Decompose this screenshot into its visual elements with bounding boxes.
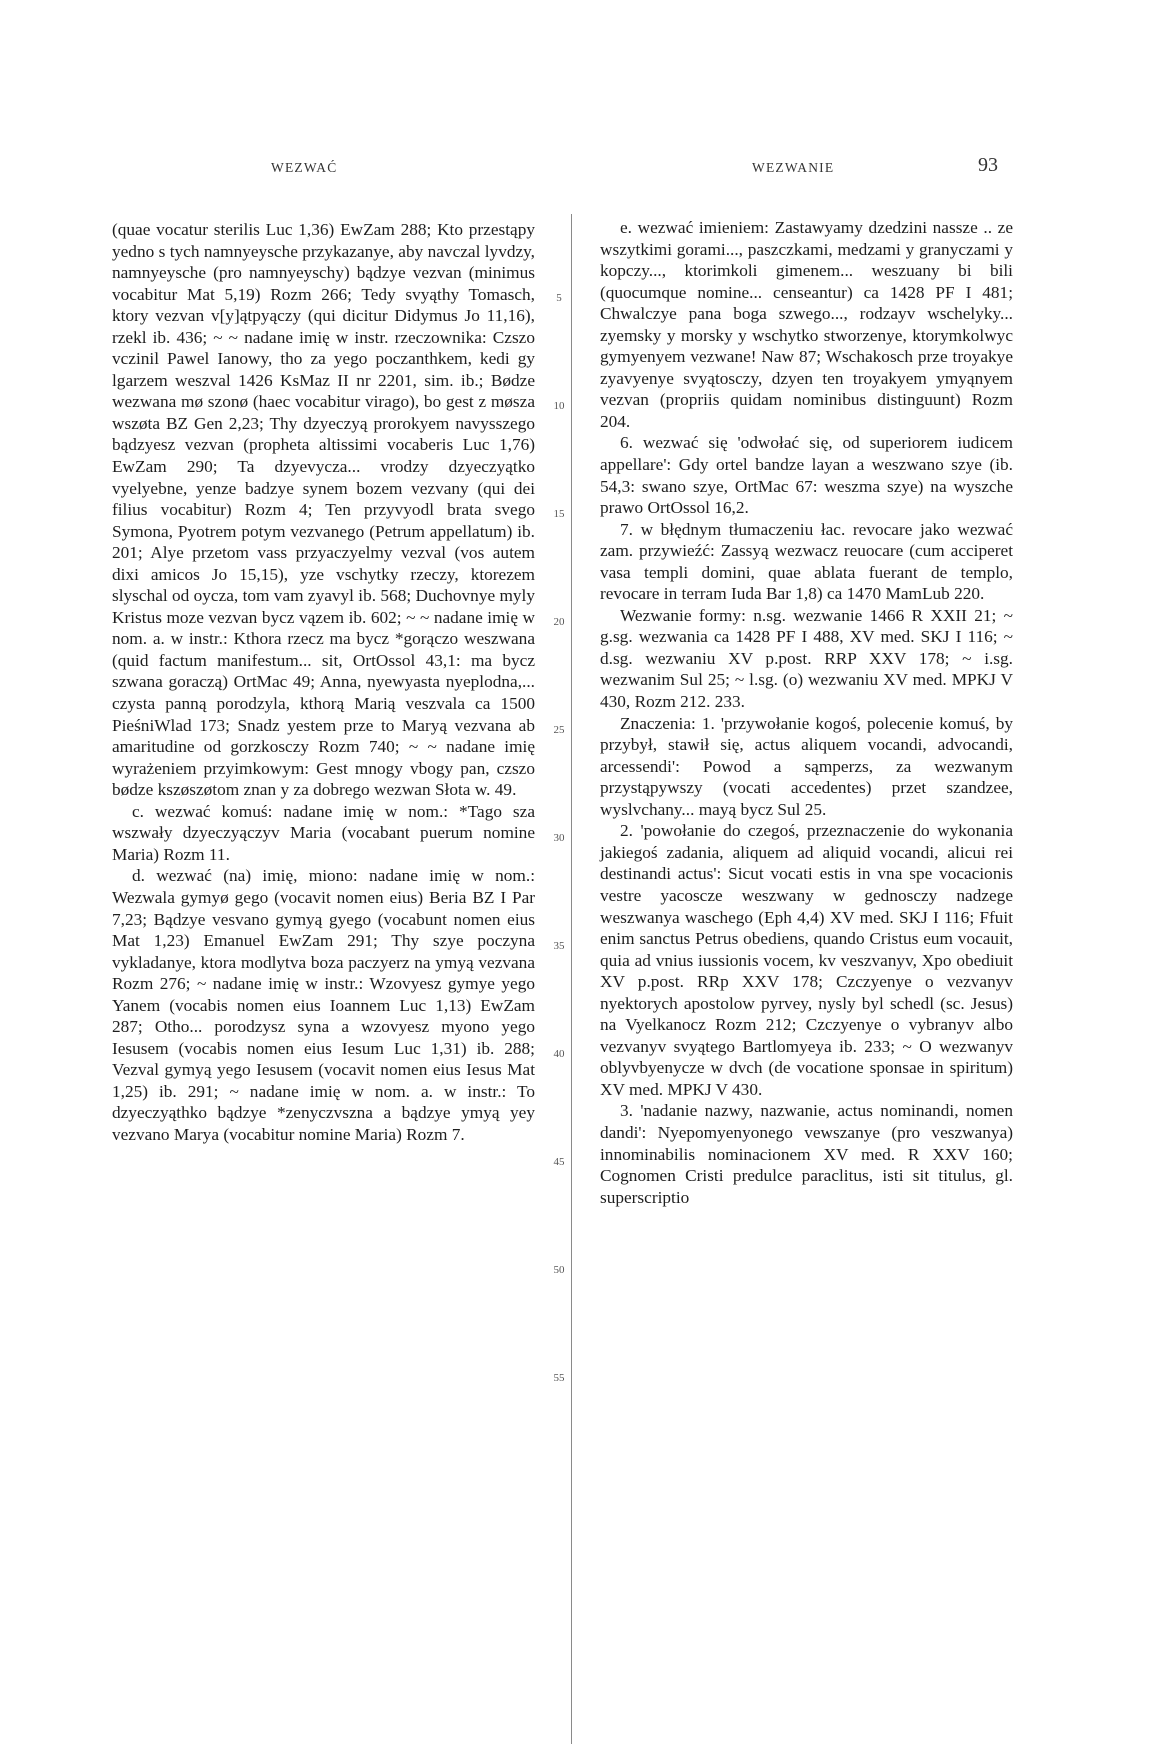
column-divider bbox=[571, 214, 572, 1744]
line-number: 10 bbox=[553, 400, 565, 412]
right-paragraph-7: 3. 'nadanie nazwy, nazwanie, actus nominandi, nomen dandi': Nyepomyenyonego vewszanye (pro veszwanya) innominabilis nominacionem XV med. R XXV 160; Cognomen Cristi predulce paraclitus, isti sit titulus, gl. superscriptio bbox=[600, 1101, 1013, 1207]
line-number: 5 bbox=[556, 292, 562, 304]
line-number: 20 bbox=[553, 616, 565, 628]
left-paragraph-3: d. wezwać (na) imię, miono: nadane imię w nom.: Wezwala gymyø gego (vocavit nomen eius) Beria BZ I Par 7,23; Bądzye vesvano gymyą gyego (vocabunt nomen eius Mat 1,23) Emanuel EwZam 291; Thy szye poczyna vykladanye, ktora modlytva boza paczyerz na ymyą vezvana Rozm 276; ~ nadane imię w instr.: Wzovyesz gymye yego Yanem (vocabis nomen eius Ioannem Luc 1,13) EwZam 287; Otho... porodzysz syna a wzovyesz myono yego Iesusem (vocabis nomen eius Iesum Luc 1,31) ib. 288; Vezval gymyą yego Iesusem (vocavit nomen eius Iesus Mat 1,25) ib. 291; ~ nadane imię w nom. a. w instr.: To dzyeczyąthko bądzye *zenyczvszna a bądzye ymyą yey vezvano Marya (vocabitur nomine Maria) Rozm 7. bbox=[112, 866, 535, 1144]
right-paragraph-2: 6. wezwać się 'odwołać się, od superiorem iudicem appellare': Gdy ortel bandze layan a weszwano szye (ib. 54,3: swano szye, OrtMac 67: weszma szye) na wyszche prawo OrtOssol 16,2. bbox=[600, 433, 1013, 518]
right-paragraph-1: e. wezwać imieniem: Zastawyamy dzedzini nassze .. ze wszytkimi gorami..., paszczkami, medzami y granyczami y kopczy..., ktorimkoli gimenem... weszuany bi bili (quocumque nomine... censeantur) ca 1428 PF I 481; Chwalczye pana boga szwego..., rodzayv wschelyky... zyemsky y morsky y wschytko stworzenye, ktorymkolwyc gymyenyem vezwane! Naw 87; Wschakosch prze troyakye zyavyenye svyątosczy, dzyen ten troyakyem ymyąnyem vezvan (propriis quidam nominibus distinguunt) Rozm 204. bbox=[600, 218, 1013, 431]
right-paragraph-4: Wezwanie formy: n.sg. wezwanie 1466 R XXII 21; ~ g.sg. wezwania ca 1428 PF I 488, XV med. SKJ I 116; ~ d.sg. wezwaniu XV p.post. RRP XXV 178; ~ i.sg. wezwanim Sul 25; ~ l.sg. (o) wezwaniu XV med. MPKJ V 430, Rozm 212. 233. bbox=[600, 605, 1013, 712]
line-number: 55 bbox=[553, 1372, 565, 1384]
line-number: 25 bbox=[553, 724, 565, 736]
left-running-head: WEZWAĆ bbox=[271, 160, 338, 175]
line-number: 30 bbox=[553, 832, 565, 844]
left-paragraph-1: (quae vocatur sterilis Luc 1,36) EwZam 288; Kto przestąpy yedno s tych namnyeysche przykazanye, aby navczal lyvdzy, namnyeysche (pro namnyeyschy) bądzye vezvan (minimus vocabitur Mat 5,19) Rozm 266; Tedy svyąthy Tomasch, ktory vezvan v[y]ątpyączy (qui dicitur Didymus Jo 11,16), rzekl ib. 436; ~ ~ nadane imię w instr. rzeczownika: Czszo vczinil Pawel Ianowy, tho za yego poczanthkem, kedi gy lgarzem weszval 1426 KsMaz II nr 2201, sim. ib.; Bødze wezwana mø szonø (haec vocabitur virago), bo gest z møsza wszøta BZ Gen 2,23; Thy dzyeczyą prorokyem navysszego bądzyesz vezvan (propheta altissimi vocaberis Luc 1,76) EwZam 290; Ta dzyevycza... vrodzy dzyeczyątko vyelyebne, yenze badzye synem bozem vezvany (qui dei filius vocabitur) Rozm 4; Ten przyvyodl brata svego Symona, Pyotrem potym vezvanego (Petrum appellatum) ib. 201; Alye przetom vass przyaczyelmy vezval (vos autem dixi amicos Jo 15,15), yze vschytky rzeczy, ktorezem slyschal od oycza, tom vam zyavyl ib. 568; Duchovnye myly Kristus moze vezvan bycz vązem ib. 602; ~ ~ nadane imię w nom. a. w instr.: Kthora rzecz ma bycz *gorączo weszwana (quid factum manifestum... sit, OrtOssol 43,1: ma bycz szwana goraczą) OrtMac 49; Anna, nyewyasta nyeplodna,... czysta panną porodzyla, kthorą Marią veszvala ca 1500 PieśniWlad 173; Snadz yestem prze to Maryą vezvana ab amaritudine od gorzkosczy Rozm 740; ~ ~ nadane imię wyrażeniem przyimkowym: Gest mnogy vbogy pan, czszo bødze kszøszøtom znan y za dobrego wezwan Słota w. 49. bbox=[112, 220, 535, 800]
right-column bbox=[600, 217, 1013, 1208]
right-paragraph-6: 2. 'powołanie do czegoś, przeznaczenie do wykonania jakiegoś zadania, aliquem ad aliquid vocandi, alicui rei destinandi actus': Sicut vocati estis in vna spe vocacionis vestre yacoscze weszwany w gednosczy nadzege weszwanya waschego (Eph 4,4) XV med. SKJ I 116; Ffuit enim sanctus Petrus obediens, quando Cristus eum vocauit, quia ad vnius iussionis vocem, kv veszvanyv, Xpo obediuit XV p.post. RRp XXV 178; Czczyenye o vezvanyv nyektorych apostolow pyrvey, nysly byl schedl (sc. Jesus) na Vyelkanocz Rozm 212; Czczyenye o vybranyv albo vezvanyv svyątego Bartlomyeya ib. 233; ~ O wezwanyv oblyvbyenycze w dvch (de vocatione sponsae in spiritum) XV med. MPKJ V 430. bbox=[600, 821, 1013, 1099]
left-paragraph-2: c. wezwać komuś: nadane imię w nom.: *Tago sza wszwały dzyeczyączyv Maria (vocabant puerum nomine Maria) Rozm 11. bbox=[112, 801, 535, 864]
line-number: 15 bbox=[553, 508, 565, 520]
right-paragraph-5: Znaczenia: 1. 'przywołanie kogoś, polecenie komuś, by przybył, stawił się, actus aliquem vocandi, advocandi, arcessendi': Powod a sąmperzs, za wezwanym przystąpywszy (vocati accedentes) przet szandzee, wyslvchany... mayą bycz Sul 25. bbox=[600, 713, 1013, 819]
line-number: 50 bbox=[553, 1264, 565, 1276]
right-running-head: WEZWANIE bbox=[752, 160, 835, 175]
line-number: 35 bbox=[553, 940, 565, 952]
line-number: 40 bbox=[553, 1048, 565, 1060]
right-paragraph-3: 7. w błędnym tłumaczeniu łac. revocare jako wezwać zam. przywieźć: Zassyą wezwacz reuocare (cum acciperet vasa templi domini, quae ablata fuerant de templo, revocare in terram Iuda Bar 1,8) ca 1470 MamLub 220. bbox=[600, 519, 1013, 604]
line-number: 45 bbox=[553, 1156, 565, 1168]
page-number: 93 bbox=[978, 154, 998, 176]
left-column bbox=[112, 219, 535, 1146]
